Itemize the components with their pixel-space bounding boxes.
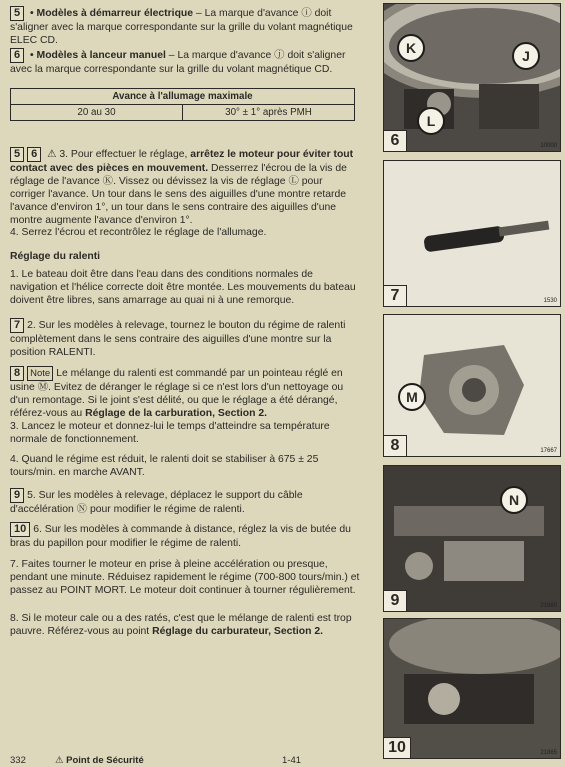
footer-safety-label: Point de Sécurité <box>66 755 144 766</box>
step-text: 2. Sur les modèles à relevage, tournez le bouton du régime de ralenti complètement dans le sens contraire des aiguilles d'une montre sur la position RALENTI. <box>10 320 346 358</box>
ralenti-p2 <box>10 318 360 359</box>
footer-safety <box>55 755 144 766</box>
ralenti-p4: 4. Quand le régime est réduit, le ralenti doit se stabiliser à 675 ± 25 tours/min. en marche AVANT. <box>10 454 319 478</box>
figure-number: 10 <box>384 737 411 758</box>
section-title: Réglage du ralenti <box>10 251 101 262</box>
step-box: 6 <box>10 48 24 63</box>
step-number: 3. Pour effectuer le réglage, <box>59 149 191 160</box>
step-ref: Réglage du carburateur, Section 2. <box>152 626 324 637</box>
figure-9-photo <box>383 465 561 612</box>
step-box: 10 <box>10 522 30 537</box>
step-box: 7 <box>10 318 24 333</box>
figure-7-photo <box>383 160 561 307</box>
engine-illustration <box>384 466 560 611</box>
ignition-advance-table <box>10 88 355 121</box>
ralenti-p5 <box>10 488 360 516</box>
figure-number: 9 <box>384 590 407 611</box>
step-box: 5 <box>10 147 24 162</box>
figure-code: 10000 <box>540 143 557 149</box>
figure-code: 1530 <box>543 298 557 304</box>
figure-code: 21885 <box>540 750 557 756</box>
callout-j: J <box>512 42 540 70</box>
note-text: Le mélange du ralenti est commandé par un pointeau réglé en usine Ⓜ. Evitez de déranger le réglage si ce n'est lors d'un nettoyage ou d'un remontage. Si le joint s'est délité, ou que le réglage a été dérangé, référez-vous au <box>10 368 344 419</box>
note-ref: Réglage de la carburation, Section 2. <box>85 408 267 419</box>
step-text: 5. Sur les modèles à relevage, déplacez le support du câble d'accélération Ⓝ pour modifier le régime de ralenti. <box>10 490 303 515</box>
figure-code: 17667 <box>540 448 557 454</box>
ralenti-p8 <box>10 612 360 638</box>
step-6 <box>10 48 355 76</box>
figure-10-photo <box>383 618 561 759</box>
note-label: Note <box>27 366 53 381</box>
ralenti-note <box>10 366 360 420</box>
figure-8-photo <box>383 314 561 457</box>
ralenti-p1: 1. Le bateau doit être dans l'eau dans des conditions normales de navigation et l'hélice correcte doit être montée. Les mouvements du bateau doivent être libres, sans amarrage au quai ni à une remorque. <box>10 269 356 306</box>
ralenti-p7: 7. Faites tourner le moteur en prise à pleine accélération ou presque, pendant une minute. Réduisez rapidement le régime (700-800 tours/min.) et passez au POINT MORT. Le moteur doit continuer à tourner régulièrement. <box>10 559 360 596</box>
step-text: – La marque d'avance ⓙ doit s'aligner avec la marque correspondante sur la grille du volant magnétique CD. <box>10 50 346 75</box>
warning-icon: ⚠ <box>47 149 57 160</box>
figure-number: 8 <box>384 435 407 456</box>
page-number: 1-41 <box>282 755 302 766</box>
step-text: – La marque d'avance ⓘ doit s'aligner avec la marque correspondante sur la grille du volant magnétique ELEC CD. <box>10 8 353 46</box>
callout-n: N <box>500 486 528 514</box>
step-box: 5 <box>10 6 24 21</box>
step-box: 9 <box>10 488 24 503</box>
step-heading: • Modèles à lanceur manuel <box>30 50 166 61</box>
step-text: 6. Sur les modèles à commande à distance, réglez la vis de butée du bras du papillon pour modifier le régime de ralenti. <box>10 524 351 549</box>
figure-code: 21880 <box>540 603 557 609</box>
flywheel-illustration <box>384 4 560 151</box>
step-text: Desserrez l'écrou de la vis de réglage de l'avance Ⓚ. Vissez ou dévissez la vis de réglage Ⓛ pour corriger l'avance. Un tour dans le sens des aiguilles d'une montre retarde l'avance d'environ 1°, un tour dans le sens contraire des aiguilles d'une montre augmente l'avance d'environ 1°. <box>10 163 347 226</box>
step-heading: arrêtez le moteur pour éviter tout contact avec des pièces en mouvement. <box>10 149 354 174</box>
ralenti-p3: 3. Lancez le moteur et donnez-lui le temps d'atteindre sa température normale de fonctionnement. <box>10 421 330 445</box>
footer-left: 332 <box>10 755 26 766</box>
figure-6-photo <box>383 3 561 152</box>
table-cell: 20 au 30 <box>11 105 183 121</box>
step-3 <box>10 147 360 227</box>
figure-number: 6 <box>384 130 407 151</box>
callout-k: K <box>397 34 425 62</box>
callout-l: L <box>417 107 445 135</box>
warning-icon: ⚠ <box>55 755 67 766</box>
ralenti-p6 <box>10 522 360 550</box>
callout-m: M <box>398 383 426 411</box>
table-cell: 30° ± 1° après PMH <box>183 105 355 121</box>
step-box: 6 <box>27 147 41 162</box>
step-text: 8. Si le moteur cale ou a des ratés, c'est que le mélange de ralenti est trop pauvre. Référez-vous au point <box>10 613 352 637</box>
tool-illustration <box>384 161 560 306</box>
table-title: Avance à l'allumage maximale <box>11 89 355 105</box>
figure-number: 7 <box>384 285 407 306</box>
step-heading: • Modèles à démarreur électrique <box>30 8 194 19</box>
step-box: 8 <box>10 366 24 381</box>
step-5 <box>10 6 355 47</box>
step-4: 4. Serrez l'écrou et recontrôlez le réglage de l'allumage. <box>10 227 267 238</box>
